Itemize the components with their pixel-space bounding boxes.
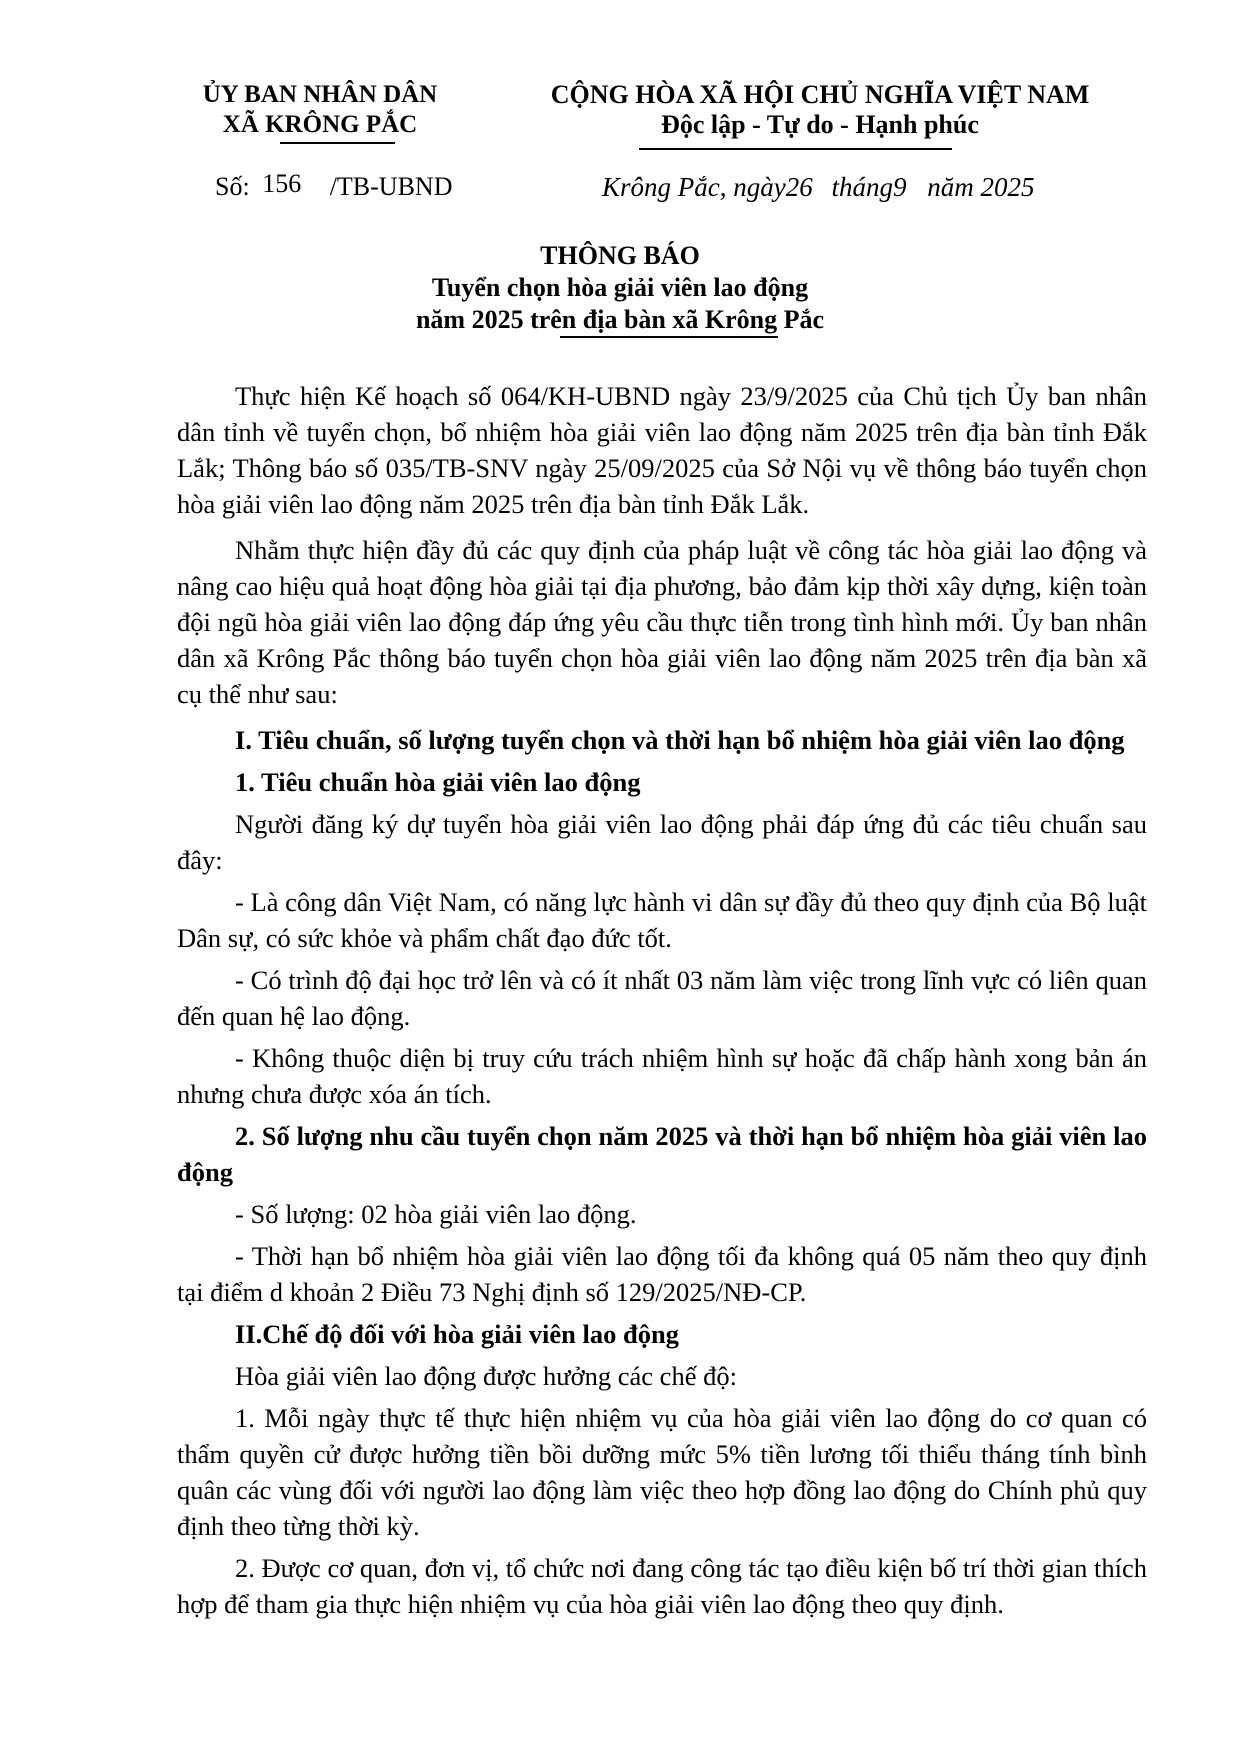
agency-line-1: ỦY BAN NHÂN DÂN xyxy=(202,81,438,108)
agency-line-2: XÃ KRÔNG PẮC xyxy=(222,111,418,138)
section-2-heading: II.Chế độ đối với hòa giải viên lao động xyxy=(235,1319,679,1349)
benefit-item: 1. Mỗi ngày thực tế thực hiện nhiệm vụ của hòa giải viên lao động do cơ quan có thẩm quyền cử được hưởng tiền bồi dưỡng mức 5% tiền lương tối thiểu tháng tính bình quân các vùng đối với người lao động làm việc theo hợp đồng lao động do Chính phủ quy định theo từng thời kỳ. xyxy=(177,1403,1147,1541)
document-number xyxy=(215,169,453,202)
issuing-agency xyxy=(170,80,470,140)
criteria-item: - Có trình độ đại học trở lên và có ít nhất 03 năm làm việc trong lĩnh vực có liên quan đến quan hệ lao động. xyxy=(177,965,1147,1031)
section-2-intro: Hòa giải viên lao động được hưởng các chế độ: xyxy=(235,1361,737,1391)
subsection-2-heading: 2. Số lượng nhu cầu tuyển chọn năm 2025 và thời hạn bổ nhiệm hòa giải viên lao động xyxy=(177,1121,1147,1187)
subsection-1-intro: Người đăng ký dự tuyển hòa giải viên lao động phải đáp ứng đủ các tiêu chuẩn sau đây: xyxy=(177,809,1147,875)
date-month-label: tháng xyxy=(831,172,893,202)
notice-title-block xyxy=(300,240,940,336)
criteria-item: - Là công dân Việt Nam, có năng lực hành vi dân sự đầy đủ theo quy định của Bộ luật Dân sự, có sức khỏe và phẩm chất đạo đức tốt. xyxy=(177,887,1147,953)
country-name: CỘNG HÒA XÃ HỘI CHỦ NGHĨA VIỆT NAM xyxy=(550,80,1090,109)
motto: Độc lập - Tự do - Hạnh phúc xyxy=(661,110,979,139)
date-place: Krông Pắc, ngày xyxy=(602,172,786,202)
date-day: 26 xyxy=(785,172,813,202)
paragraph-basis: Thực hiện Kế hoạch số 064/KH-UBND ngày 23/9/2025 của Chủ tịch Ủy ban nhân dân tỉnh về tuyển chọn, bổ nhiệm hòa giải viên lao động năm 2025 trên địa bàn tỉnh Đắk Lắk; Thông báo số 035/TB-SNV ngày 25/09/2025 của Sở Nội vụ về thông báo tuyển chọn hòa giải viên lao động năm 2025 trên địa bàn tỉnh Đắk Lắk. xyxy=(177,381,1147,519)
date-line xyxy=(602,172,1035,203)
benefit-item: 2. Được cơ quan, đơn vị, tổ chức nơi đang công tác tạo điều kiện bố trí thời gian thích hợp để tham gia thực hiện nhiệm vụ của hòa giải viên lao động theo quy định. xyxy=(177,1553,1147,1619)
doc-number-value: 156 xyxy=(262,169,302,198)
doc-number-label: Số: xyxy=(215,172,250,201)
notice-subtitle-1: Tuyển chọn hòa giải viên lao động xyxy=(431,273,809,302)
notice-body xyxy=(177,378,1147,1628)
criteria-item: - Không thuộc diện bị truy cứu trách nhiệm hình sự hoặc đã chấp hành xong bản án nhưng chưa được xóa án tích. xyxy=(177,1043,1147,1109)
motto-underline xyxy=(639,148,952,150)
national-motto xyxy=(530,80,1110,140)
quantity-item: - Thời hạn bổ nhiệm hòa giải viên lao động tối đa không quá 05 năm theo quy định tại điểm d khoản 2 Điều 73 Nghị định số 129/2025/NĐ-CP. xyxy=(177,1241,1147,1307)
notice-subtitle-2: năm 2025 trên địa bàn xã Krông Pắc xyxy=(415,305,825,334)
date-year: năm 2025 xyxy=(927,172,1035,202)
agency-underline xyxy=(280,142,395,144)
doc-number-code: /TB-UBND xyxy=(329,172,453,201)
quantity-item: - Số lượng: 02 hòa giải viên lao động. xyxy=(235,1199,637,1229)
date-month: 9 xyxy=(893,172,907,202)
subsection-1-heading: 1. Tiêu chuẩn hòa giải viên lao động xyxy=(235,767,641,797)
notice-title: THÔNG BÁO xyxy=(540,241,700,270)
section-1-heading: I. Tiêu chuẩn, số lượng tuyển chọn và thời hạn bổ nhiệm hòa giải viên lao động xyxy=(235,725,1125,755)
paragraph-purpose: Nhằm thực hiện đầy đủ các quy định của pháp luật về công tác hòa giải lao động và nâng cao hiệu quả hoạt động hòa giải tại địa phương, bảo đảm kịp thời xây dựng, kiện toàn đội ngũ hòa giải viên lao động đáp ứng yêu cầu thực tiễn trong tình hình mới. Ủy ban nhân dân xã Krông Pắc thông báo tuyển chọn hòa giải viên lao động năm 2025 trên địa bàn xã cụ thể như sau: xyxy=(177,535,1147,709)
title-underline xyxy=(560,336,778,338)
